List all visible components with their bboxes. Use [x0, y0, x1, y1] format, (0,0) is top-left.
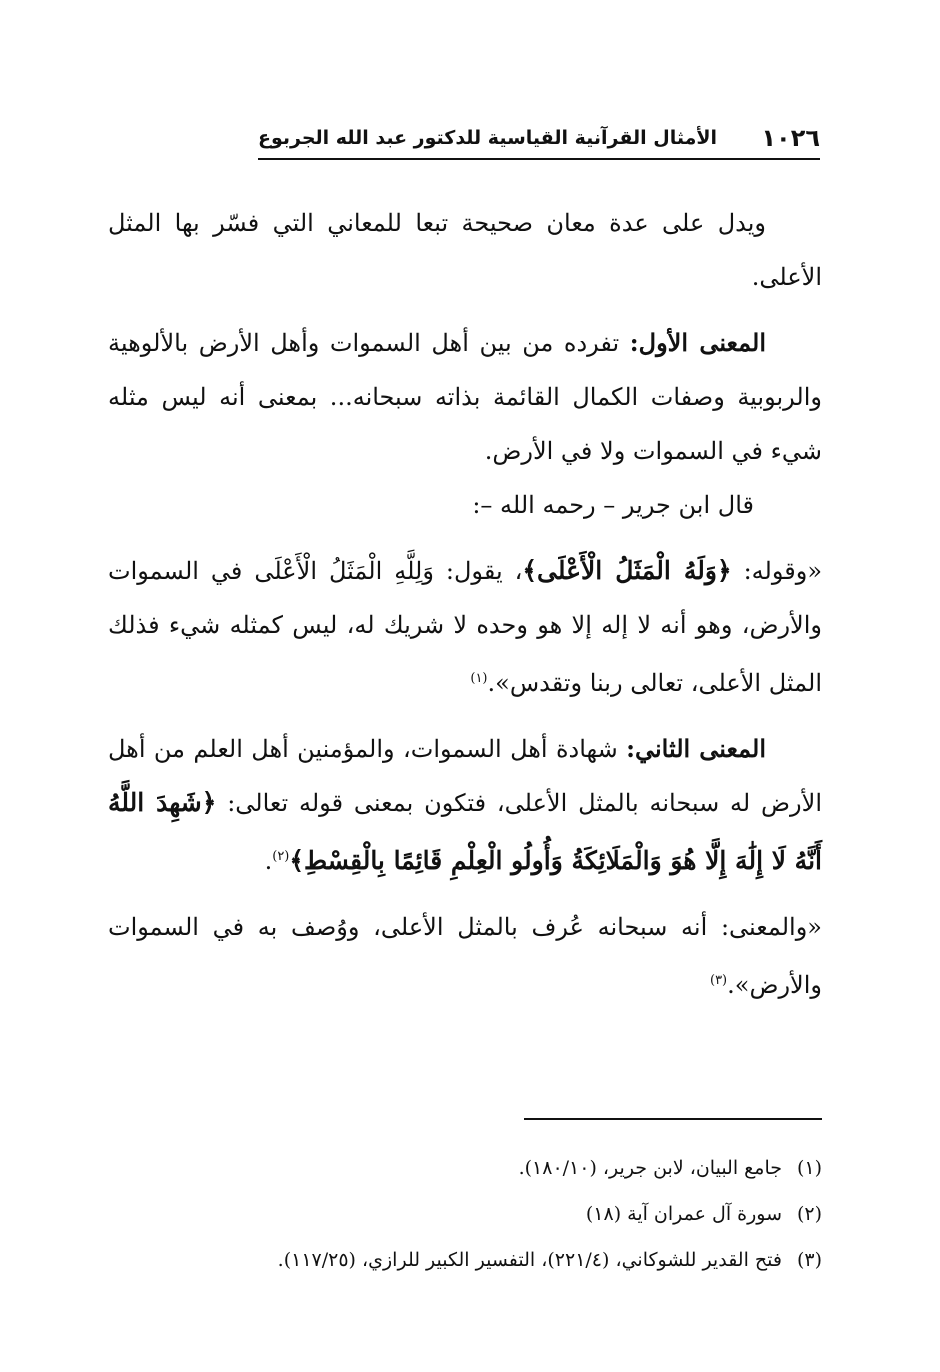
footnote-ref-2: (٢) [272, 849, 290, 864]
paragraph-meaning-one [108, 316, 822, 478]
footnote-1 [150, 1145, 822, 1191]
paragraph-quote-intro [108, 478, 822, 532]
footnote-2 [150, 1191, 822, 1237]
paragraph-intro-text: ويدل على عدة معان صحيحة تبعا للمعاني التي فسّر بها المثل الأعلى. [108, 209, 822, 291]
footnote-ref-3: (٣) [709, 973, 728, 988]
meaning-quote-text: «والمعنى: أنه سبحانه عُرف بالمثل الأعلى، ووُصف به في السموات والأرض». [108, 913, 822, 999]
footnote-text: جامع البيان، لابن جرير، (١٨٠/١٠). [518, 1157, 782, 1179]
page-header [258, 118, 820, 158]
footnote-3 [150, 1237, 822, 1283]
meaning-one-label: المعنى الأول: [629, 328, 766, 357]
main-text [108, 196, 822, 1012]
quote-open: «وقوله: [731, 557, 822, 585]
footnote-text: فتح القدير للشوكاني، (٢٢١/٤)، التفسير الكبير للرازي، (١١٧/٢٥). [277, 1249, 782, 1271]
quran-verse-1: ﴿وَلَهُ الْمَثَلُ الْأَعْلَى﴾ [522, 556, 732, 585]
paragraph-quote [108, 544, 822, 710]
footnote-number: (٣) [796, 1249, 822, 1271]
paragraph-intro [108, 196, 822, 304]
footnote-number: (٢) [796, 1203, 822, 1225]
running-title: الأمثال القرآنية القياسية للدكتور عبد الله الجربوع [258, 127, 718, 149]
footnote-rule [524, 1118, 822, 1120]
meaning-two-text: شهادة أهل السموات، والمؤمنين أهل العلم من أهل الأرض له سبحانه بالمثل الأعلى، فتكون بمعنى قوله تعالى: [108, 735, 822, 817]
quote-intro-text: قال ابن جرير – رحمه الله –: [472, 491, 754, 519]
meaning-one-text: تفرده من بين أهل السموات وأهل الأرض بالألوهية والربوبية وصفات الكمال القائمة بذاته سبحانه... بمعنى أنه ليس مثله شيء في السموات ولا في الأرض. [108, 329, 822, 465]
page-number: ١٠٢٦ [761, 124, 820, 152]
footnote-ref-1: (١) [470, 671, 488, 686]
quote-text: ، يقول: وَلِلَّهِ الْمَثَلُ الْأَعْلَى في السموات والأرض، وهو أنه لا إله إلا هو وحده لا شريك له، ليس كمثله شيء فذلك المثل الأعلى، تعالى ربنا وتقدس». [108, 557, 822, 697]
meaning-two-label: المعنى الثاني: [626, 734, 766, 763]
footnote-text: سورة آل عمران آية (١٨) [585, 1203, 782, 1225]
paragraph-meaning-quote [108, 900, 822, 1012]
footnotes [150, 1145, 822, 1283]
meaning-two-end: . [264, 847, 273, 875]
footnote-number: (١) [796, 1157, 822, 1179]
quran-verse-2: ﴿شَهِدَ اللَّهُ أَنَّهُ لَا إِلَٰهَ إِلَّا هُوَ وَالْمَلَائِكَةُ وَأُولُو الْعِلْمِ قَائِمًا بِالْقِسْطِ﴾ [108, 788, 822, 875]
paragraph-meaning-two [108, 722, 822, 888]
header-rule [258, 158, 820, 160]
